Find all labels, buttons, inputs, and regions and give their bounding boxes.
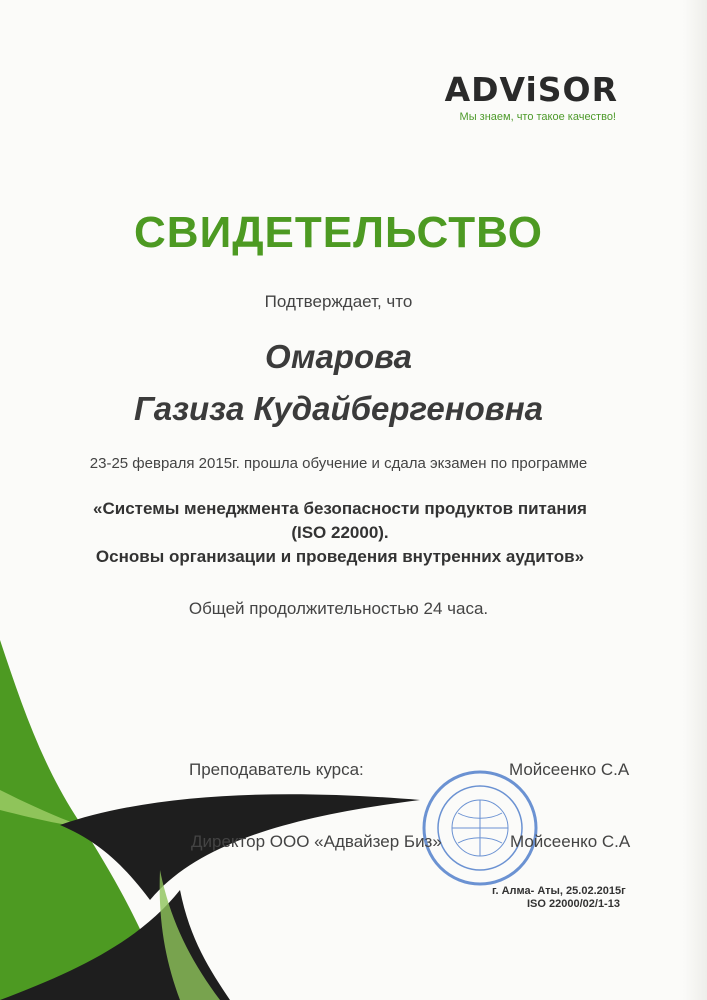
teacher-label: Преподаватель курса: [189,760,364,779]
recipient-surname: Омарова [264,338,412,375]
document-code: ISO 22000/02/1-13 [527,898,620,910]
certificate-title: СВИДЕТЕЛЬСТВО [134,208,543,257]
official-stamp [420,768,540,888]
training-dates-text: 23-25 февраля 2015г. прошла обучение и сдала экзамен по программе [89,455,588,472]
program-title [40,497,640,569]
logo-wordmark: ADViSOR [444,70,618,109]
advisor-logo [418,70,618,123]
decorative-swoosh [0,640,430,1000]
duration-text: Общей продолжительностью 24 часа. [188,599,489,618]
paper-edge-shadow [683,0,707,1000]
program-line-1: «Системы менеджмента безопасности продуктов питания [93,499,587,518]
teacher-name: Мойсеенко С.А [509,760,630,779]
director-name: Мойсеенко С.А [510,832,631,851]
director-label: Директор ООО «Адвайзер Биз» [191,832,442,851]
issue-place-date: г. Алма- Аты, 25.02.2015г [492,885,626,897]
confirms-text: Подтверждает, что [264,292,413,311]
program-line-2: (ISO 22000). [291,523,389,542]
recipient-given-names: Газиза Кудайбергеновна [133,390,544,427]
logo-tagline: Мы знаем, что такое качество! [459,111,616,123]
program-line-3: Основы организации и проведения внутренних аудитов» [95,547,585,566]
